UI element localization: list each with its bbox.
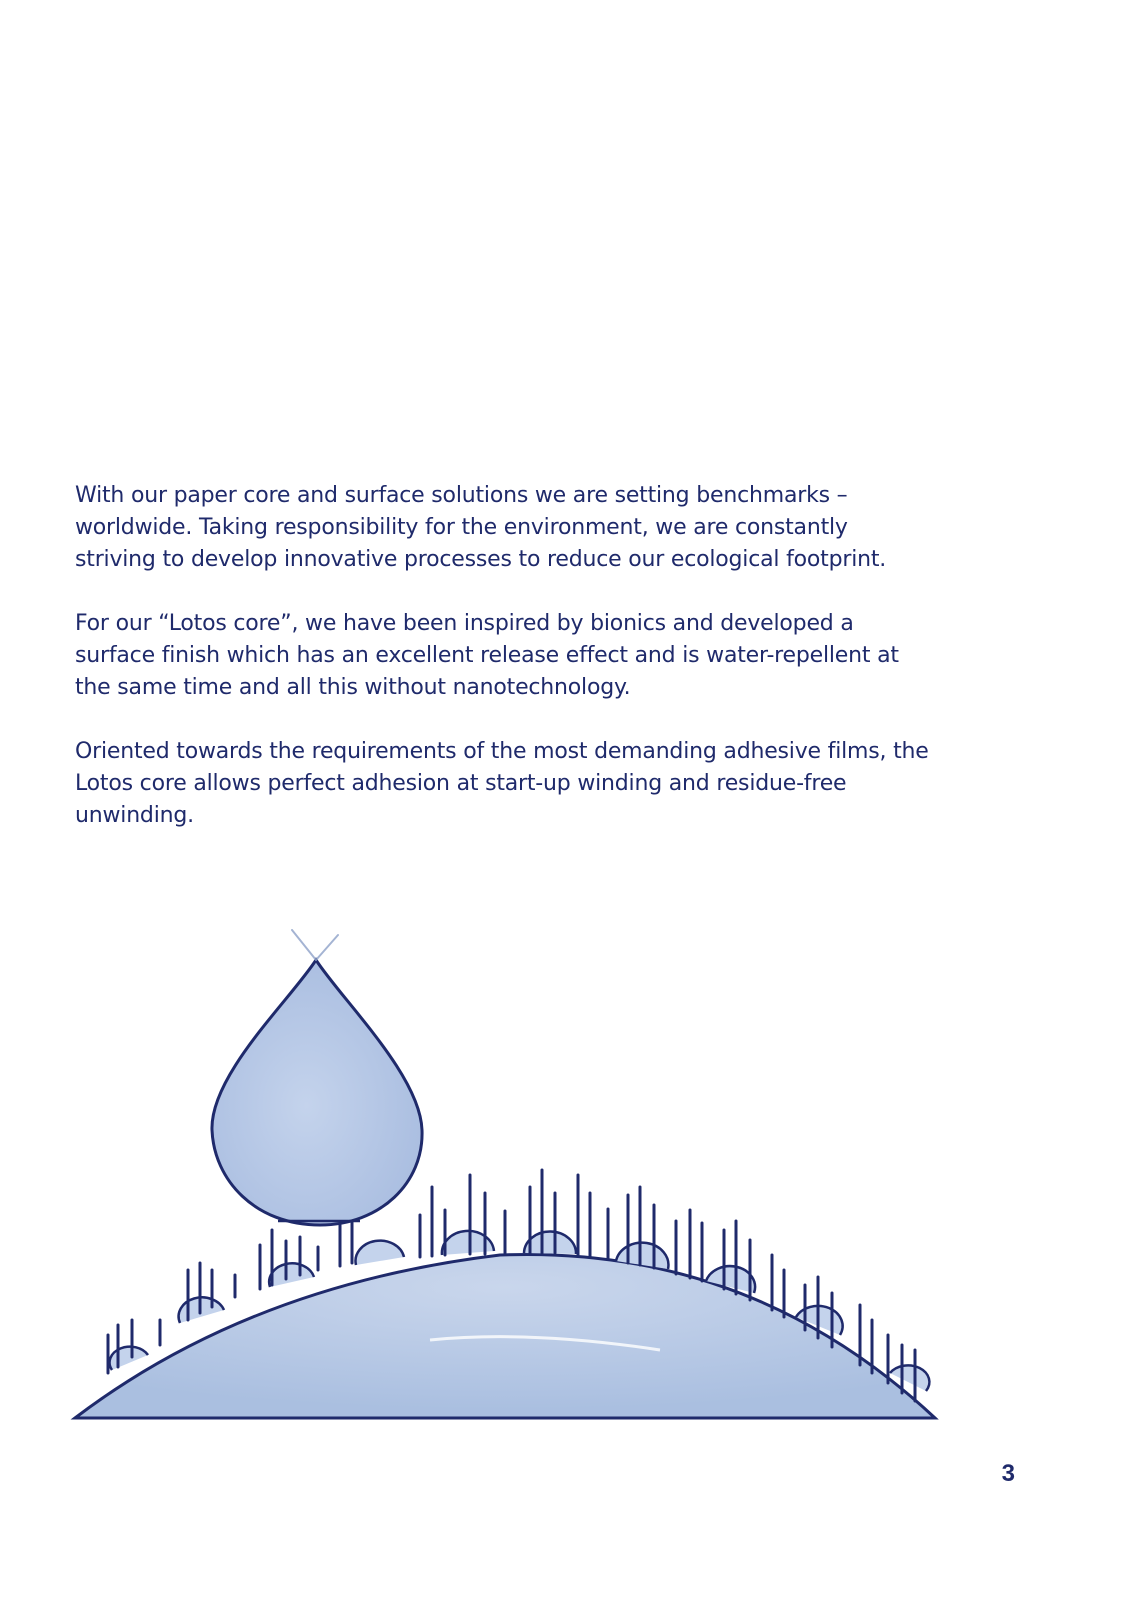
paragraph-intro: With our paper core and surface solutions we are setting benchmarks – worldwide. Taking responsibility for the environment, we are constantly striving to develop innovative processes to reduce our ecological footprint. [75, 483, 887, 572]
lotus-effect-illustration [60, 925, 960, 1425]
paragraph-lotos-core: For our “Lotos core”, we have been inspired by bionics and developed a surface finish which has an excellent release effect and is water-repellent at the same time and all this without nanotechnology. [75, 611, 899, 700]
page-number: 3 [1001, 1460, 1015, 1487]
paragraph-adhesion: Oriented towards the requirements of the most demanding adhesive films, the Lotos core allows perfect adhesion at start-up winding and residue-free unwinding. [75, 739, 929, 828]
water-droplet [212, 960, 422, 1225]
droplet-tip-strokes [292, 930, 338, 960]
body-text [75, 480, 935, 864]
